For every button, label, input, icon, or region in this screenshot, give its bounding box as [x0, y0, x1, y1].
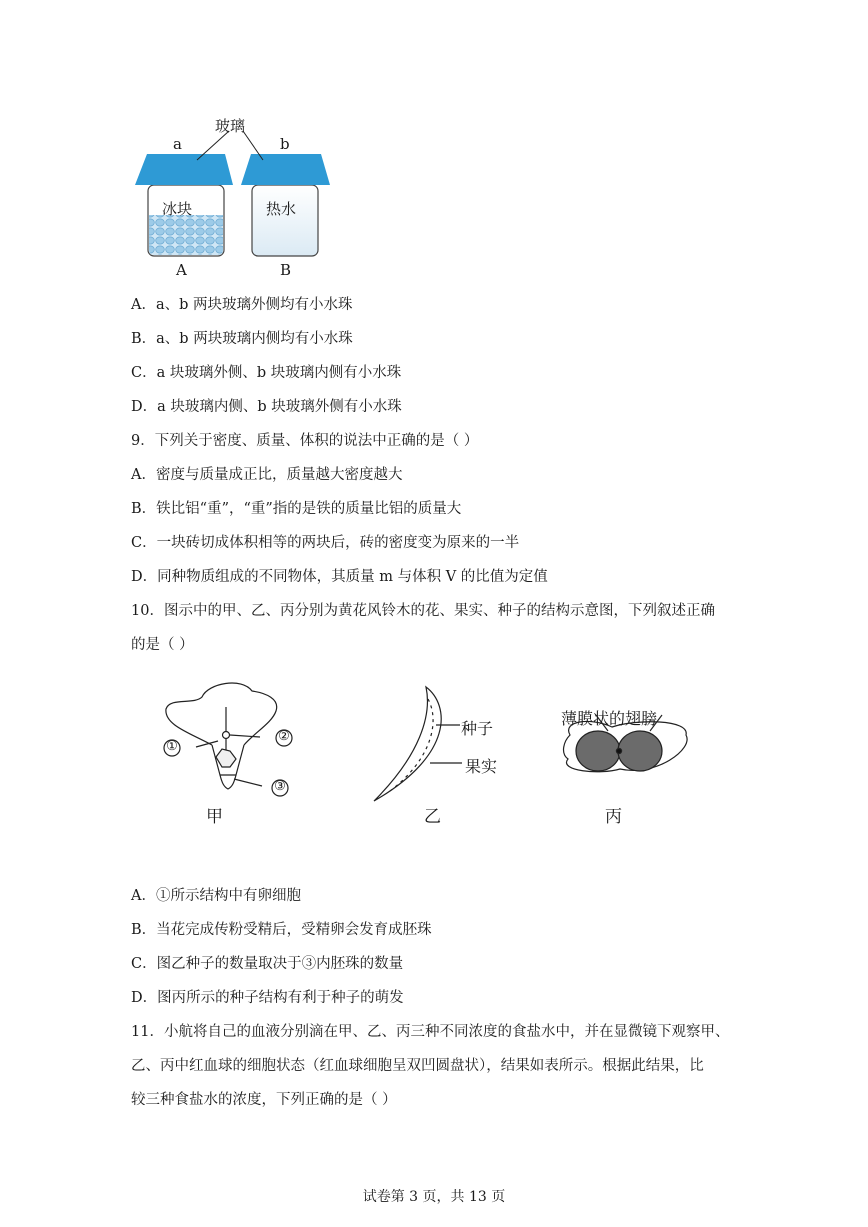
glass-label: 玻璃	[215, 117, 246, 135]
q8-option-c: C．a 块玻璃外侧、b 块玻璃内侧有小水珠	[131, 365, 402, 381]
q10-option-c: C．图乙种子的数量取决于③内胚珠的数量	[131, 956, 404, 972]
ice-cubes	[149, 215, 223, 255]
caption-jia: 甲	[206, 807, 223, 827]
plant-diagram	[150, 675, 720, 810]
q9-stem: 9．下列关于密度、质量、体积的说法中正确的是（ ）	[131, 433, 479, 449]
jar-a-content: 冰块	[162, 200, 193, 218]
q10-stem-line1: 10．图示中的甲、乙、丙分别为黄花风铃木的花、果实、种子的结构示意图，下列叙述正确	[131, 603, 715, 619]
jar-b	[252, 185, 318, 256]
q8-option-d: D．a 块玻璃内侧、b 块玻璃外侧有小水珠	[131, 399, 402, 415]
q9-option-c: C．一块砖切成体积相等的两块后，砖的密度变为原来的一半	[131, 535, 520, 551]
fruit-label: 果实	[465, 757, 498, 776]
seed-label: 种子	[461, 719, 494, 738]
q9-option-b: B．铁比铝“重”，“重”指的是铁的质量比铝的质量大	[131, 501, 462, 517]
jar-b-name: B	[280, 261, 292, 279]
label-b: b	[280, 135, 290, 153]
q9-option-d: D．同种物质组成的不同物体，其质量 m 与体积 V 的比值为定值	[131, 569, 548, 585]
caption-bing: 丙	[605, 807, 622, 827]
label-a: a	[173, 135, 182, 153]
q10-option-d: D．图丙所示的种子结构有利于种子的萌发	[131, 990, 404, 1006]
jars-diagram	[125, 110, 345, 285]
q10-stem-line2: 的是（ ）	[131, 637, 194, 653]
glass-a	[135, 154, 233, 185]
page-footer: 试卷第 3 页，共 13 页	[362, 1189, 506, 1205]
q8-option-b: B．a、b 两块玻璃内侧均有小水珠	[131, 331, 353, 347]
jar-a-name: A	[176, 261, 187, 279]
q10-option-b: B．当花完成传粉受精后，受精卵会发育成胚珠	[131, 922, 432, 938]
wing-label: 薄膜状的翅膀	[561, 709, 658, 728]
flower-drawing	[166, 683, 277, 789]
marker-1: ①	[166, 739, 178, 754]
glass-b	[241, 154, 330, 185]
q11-line2: 乙、丙中红血球的细胞状态（红血球细胞呈双凹圆盘状），结果如表所示。根据此结果，比	[131, 1058, 704, 1074]
q11-line3: 较三种食盐水的浓度，下列正确的是（ ）	[131, 1092, 397, 1108]
marker-3: ③	[274, 779, 286, 794]
jar-b-content: 热水	[266, 200, 297, 218]
caption-yi: 乙	[424, 807, 441, 827]
q10-option-a: A．①所示结构中有卵细胞	[131, 888, 301, 904]
marker-2: ②	[278, 729, 290, 744]
q9-option-a: A．密度与质量成正比，质量越大密度越大	[131, 467, 403, 483]
q11-line1: 11．小航将自己的血液分别滴在甲、乙、丙三种不同浓度的食盐水中，并在显微镜下观察甲、	[131, 1024, 730, 1040]
fruit-drawing	[374, 687, 462, 801]
q8-option-a: A．a、b 两块玻璃外侧均有小水珠	[131, 297, 353, 313]
